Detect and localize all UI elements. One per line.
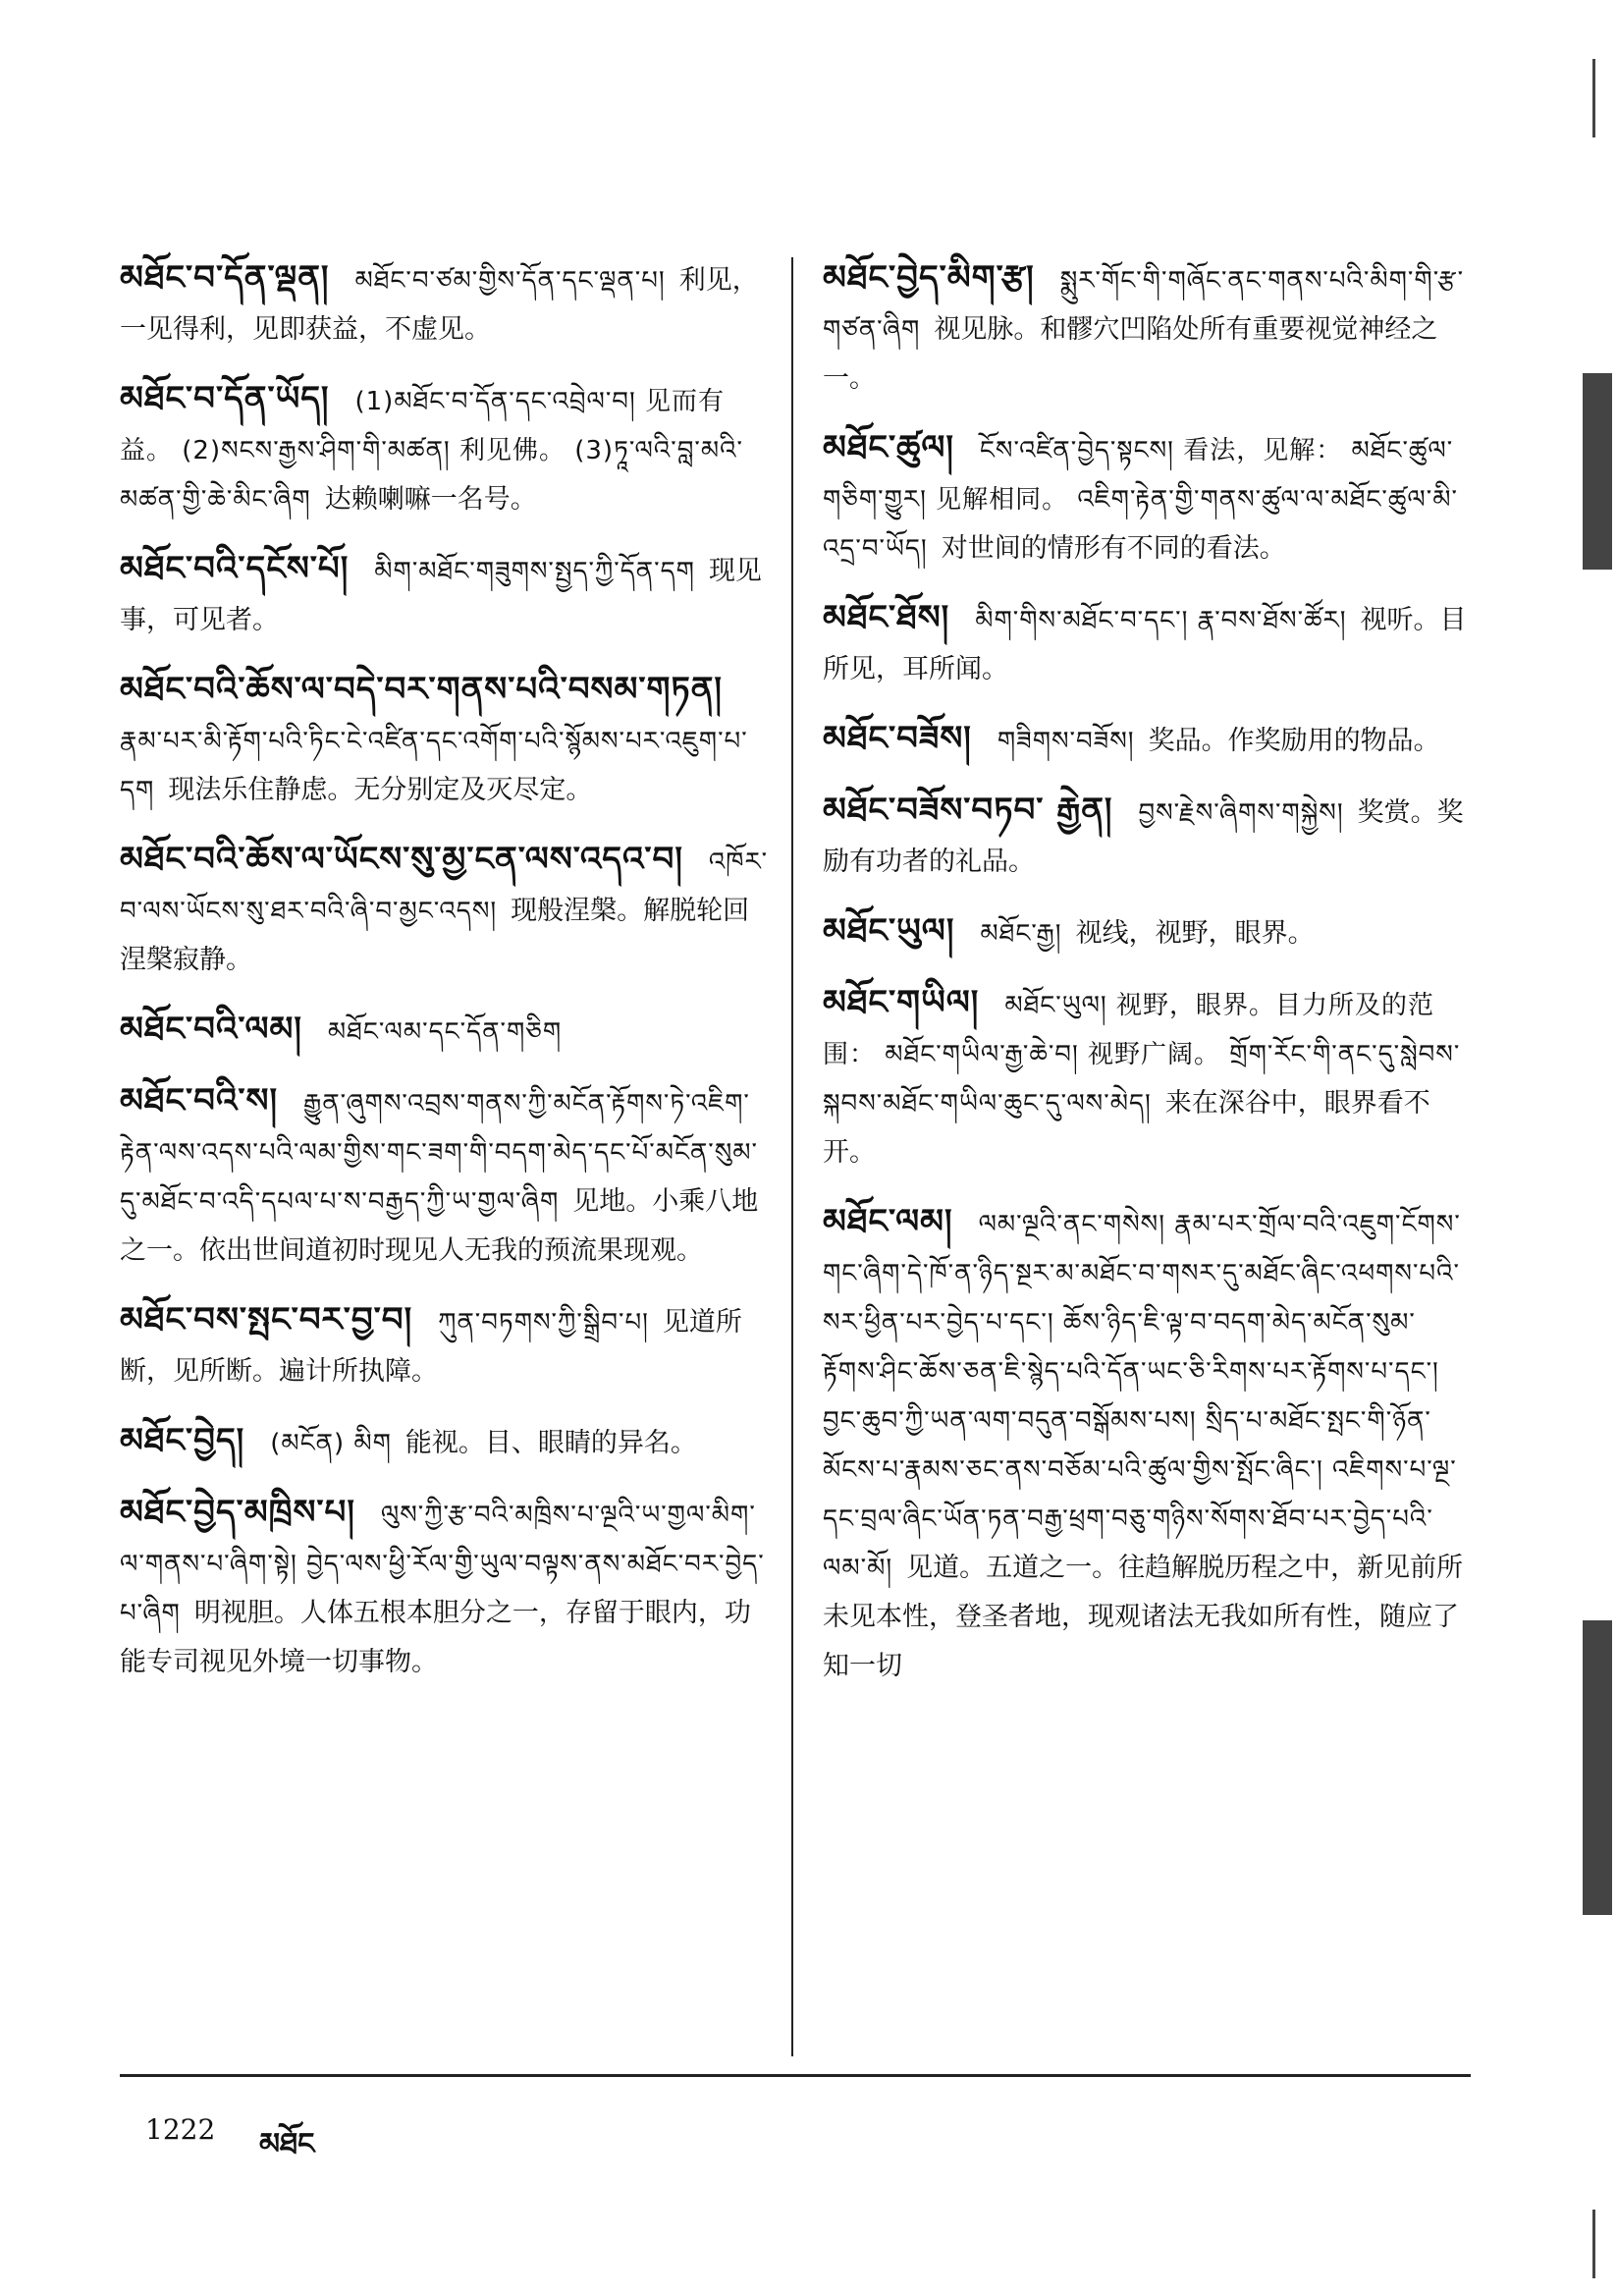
definition-tibetan: འཁོར་བ་ལས་ཡོངས་སུ་ཐར་བའི་ཞི་བ་མྱང་འདས། (120, 847, 769, 926)
definition-chinese: 视线，视野，眼界。 (1075, 918, 1315, 949)
definition-tibetan: སྨུར་གོང་གི་གཞོང་ནང་གནས་པའི་མིག་གི་རྩ་གཙན་ཞིག (823, 266, 1465, 345)
headword: མཐོང་ཚུལ། (823, 428, 954, 467)
definition-tibetan: ལུས་ཀྱི་རྩ་བའི་མཁྲིས་པ་ལྔའི་ཡ་གྱལ་མིག་ལ་གནས་པ་ཞིག་སྟེ། བྱེད་ལས་ཕྱི་རོལ་གྱི་ཡུལ་བལྟས་ནས་མཐོང་བར་བྱེད་པ་ཞིག (120, 1501, 765, 1628)
page-number: 1222 (145, 2113, 216, 2146)
dictionary-entry (823, 786, 1471, 887)
footer-rule (120, 2074, 1471, 2077)
scan-edge-marks (1579, 0, 1614, 2296)
definition-chinese: 视见脉。和髎穴凹陷处所有重要视觉神经之一。 (823, 314, 1438, 394)
dictionary-entry (120, 1295, 776, 1396)
definition-chinese: 见道。五道之一。往趋解脱历程之中，新见前所未见本性，登圣者地，现观诸法无我如所有性，随应了知一切 (823, 1553, 1464, 1681)
left-column (120, 253, 776, 1707)
headword: མཐོང་ལམ། (823, 1202, 953, 1241)
definition-tibetan: མཐོང་ཡུལ། 视野，眼界。目力所及的范围： མཐོང་གཡིལ་རྒྱ་ཆེ་བ། 视野广阔。 གྲོག་རོང་གི་ནང་དུ་སླེབས་སྐབས་མཐོང་གཡིལ་ཆུང་དུ་ལས་མེད། (823, 991, 1461, 1119)
headword: མཐོང་བས་སྤང་བར་བྱ་བ། (120, 1300, 413, 1339)
definition-chinese: 来在深谷中，眼界看不开。 (823, 1088, 1430, 1168)
right-column (823, 253, 1471, 1711)
definition-chinese: 利见，一见得利，见即获益，不虚见。 (120, 265, 759, 345)
definition-chinese: 奖品。作奖励用的物品。 (1148, 726, 1440, 756)
definition-tibetan: བྱས་རྗེས་ཞིགས་གསྐྱེས། (1138, 798, 1344, 828)
headword: མཐོང་བ་དོན་ཡོད། (120, 379, 330, 418)
running-head: མཐོང (259, 2127, 315, 2161)
definition-chinese: 视听。目所见，耳所闻。 (823, 605, 1467, 684)
headword: མཐོང་བཟོས། (823, 719, 972, 758)
definition-tibetan: (མངོན) མིག (270, 1429, 392, 1458)
definition-tibetan: མཐོང་བ་ཙམ་གྱིས་དོན་དང་ལྡན་པ། (354, 266, 666, 296)
dictionary-entry (823, 423, 1471, 574)
dictionary-entry (120, 835, 776, 985)
definition-tibetan: རྣམ་པར་མི་རྟོག་པའི་ཏིང་ངེ་འཛིན་དང་འགོག་པའི་སྙོམས་པར་འཇུག་པ་དག (120, 727, 748, 805)
definition-tibetan: ངོས་འཛིན་བྱེད་སྟངས། 看法，见解： མཐོང་ཚུལ་གཅིག་གྱུར། 见解相同。 འཇིག་རྟེན་གྱི་གནས་ཚུལ་ལ་མཐོང་ཚུལ་མི་འདྲ་བ་ཡོད། (823, 436, 1458, 564)
dictionary-entry (120, 1488, 776, 1687)
definition-tibetan: མཐོང་རྒྱ། (980, 919, 1062, 949)
definition-chinese: 奖赏。奖励有功者的礼品。 (823, 797, 1464, 877)
dictionary-entry (120, 665, 776, 815)
headword: མཐོང་བའི་ཆོས་ལ་ཡོངས་སུ་མྱ་ངན་ལས་འདའ་བ། (120, 840, 683, 879)
dictionary-entry (120, 1416, 776, 1468)
definition-chinese: 达赖喇嘛一名号。 (324, 484, 537, 515)
definition-tibetan: (1)མཐོང་བ་དོན་དང་འབྲེལ་བ། 见而有益。 (2)སངས་རྒྱས་ཤིག་གི་མཚན། 利见佛。 (3)ཏཱ་ལའི་བླ་མའི་མཚན་གྱི་ཆེ་མིང་ཞིག (120, 387, 743, 515)
definition-chinese: 现般涅槃。解脱轮回涅槃寂静。 (120, 896, 750, 975)
dictionary-entry (823, 906, 1471, 958)
definition-chinese: 明视胆。人体五根本胆分之一，存留于眼内，功能专司视见外境一切事物。 (120, 1598, 751, 1677)
headword: མཐོང་བྱེད། (120, 1421, 245, 1460)
definition-chinese: 见道所断，见所断。遍计所执障。 (120, 1307, 742, 1387)
definition-tibetan: ཀུན་བཏགས་ཀྱི་སྒྲིབ་པ། (438, 1308, 649, 1338)
definition-tibetan: ལམ་ལྔའི་ནང་གསེས། རྣམ་པར་གྲོལ་བའི་འཇུག་ངོགས་གང་ཞིག་དེ་ཁོ་ན་ཉིད་སྔར་མ་མཐོང་བ་གསར་དུ་མཐོང་ཞིང་འཕགས་པའི་སར་ཕྱིན་པར་བྱེད་པ་དང་། ཆོས་ཉིད་ཇི་ལྟ་བ་བདག་མེད་མངོན་སུམ་རྟོགས་ཤིང་ཆོས་ཅན་ཇི་སྙེད་པའི་དོན་ཡང་ཅི་རིགས་པར་རྟོགས་པ་དང་། བྱང་ཆུབ་ཀྱི་ཡན་ལག་བདུན་བསྒོམས་པས། སྲིད་པ་མཐོང་སྤང་གི་ཉོན་མོངས་པ་རྣམས་ཅང་ནས་བཅོམ་པའི་ཚུལ་གྱིས་སྤོང་ཞིང་། འཇིགས་པ་ལྔ་དང་བྲལ་ཞིང་ཡོན་ཏན་བརྒྱ་ཕྲག་བཅུ་གཉིས་སོགས་ཐོབ་པར་བྱེད་པའི་ལམ་མོ། (823, 1210, 1461, 1583)
dictionary-entry (823, 253, 1471, 404)
dictionary-entry (120, 253, 776, 355)
definition-chinese: 见地。小乘八地之一。依出世间道初时现见人无我的预流果现观。 (120, 1186, 759, 1266)
definition-tibetan: རྒྱུན་ཞུགས་འབྲས་གནས་ཀྱི་མངོན་རྟོགས་ཏེ་འཇིག་རྟེན་ལས་འདས་པའི་ལམ་གྱིས་གང་ཟག་གི་བདག་མེད་དང་པོ་མངོན་སུམ་དུ་མཐོང་བ་འདི་དཔལ་པ་ས་བརྒྱད་ཀྱི་ཡ་གྱལ་ཞིག (120, 1089, 759, 1217)
definition-chinese: 对世间的情形有不同的看法。 (941, 533, 1286, 564)
dictionary-entry (823, 714, 1471, 766)
headword: མཐོང་བའི་དངོས་པོ། (120, 549, 350, 588)
dictionary-entry (120, 374, 776, 524)
headword: མཐོང་བའི་ཆོས་ལ་བདེ་བར་གནས་པའི་བསམ་གཏན། (120, 670, 723, 709)
definition-tibetan: མིག་གིས་མཐོང་བ་དང་། རྣ་བས་ཐོས་ཚོར། (975, 606, 1347, 635)
headword: མཐོང་བའི་ལམ། (120, 1010, 302, 1049)
dictionary-entry (120, 544, 776, 645)
dictionary-entry (823, 1197, 1471, 1691)
dictionary-entry (823, 593, 1471, 694)
definition-chinese: 现见事，可见者。 (120, 556, 762, 635)
definition-tibetan: མཐོང་ལམ་དང་དོན་གཅིག (327, 1017, 563, 1047)
headword: མཐོང་ཡུལ། (823, 911, 955, 951)
headword: མཐོང་བ་དོན་ལྡན། (120, 258, 330, 298)
definition-tibetan: མིག་མཐོང་གཟུགས་སྤྱད་ཀྱི་དོན་དག (374, 557, 695, 586)
dictionary-entry (823, 978, 1471, 1177)
definition-tibetan: གཟིགས་བཟོས། (997, 727, 1135, 756)
headword: མཐོང་བའི་ས། (120, 1081, 279, 1121)
headword: མཐོང་བྱེད་མིག་རྩ། (823, 258, 1035, 298)
definition-chinese: 能视。目、眼睛的异名。 (404, 1428, 697, 1458)
headword: མཐོང་ཐོས། (823, 598, 950, 637)
dictionary-entry (120, 1005, 776, 1057)
headword: མཐོང་བྱེད་མཁྲིས་པ། (120, 1493, 355, 1532)
headword: མཐོང་གཡིལ། (823, 983, 980, 1022)
definition-chinese: 现法乐住静虑。无分别定及灭尽定。 (168, 775, 593, 805)
headword: མཐོང་བཟོས་བཏབ་ རྒྱེན། (823, 791, 1113, 830)
dictionary-entry (120, 1076, 776, 1276)
column-divider (791, 257, 793, 2056)
